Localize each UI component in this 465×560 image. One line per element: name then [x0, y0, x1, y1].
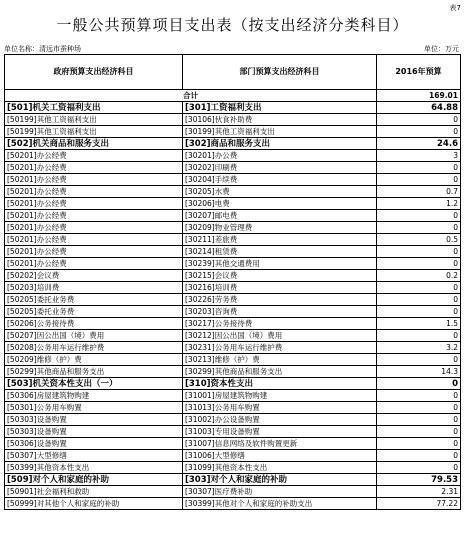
gov-subject-cell: [50205]委托业务费: [5, 294, 183, 306]
budget-value-cell: 79.53: [377, 474, 461, 486]
gov-subject-cell: [50201]办公经费: [5, 258, 183, 270]
budget-value-cell: 3.2: [377, 342, 461, 354]
header-budget-2016: 2016年预算: [377, 55, 461, 90]
budget-value-cell: 0: [377, 390, 461, 402]
budget-value-cell: 0: [377, 438, 461, 450]
gov-subject-cell: [50205]委托业务费: [5, 306, 183, 318]
dept-subject-cell: [30199]其他工资福利支出: [183, 126, 377, 138]
dept-subject-cell: [31001]房屋建筑物购建: [183, 390, 377, 402]
budget-value-cell: 0: [377, 462, 461, 474]
table-row: [5, 114, 461, 126]
gov-subject-cell: [50299]其他商品和服务支出: [5, 366, 183, 378]
category-row: [5, 102, 461, 114]
dept-subject-cell: [301]工资福利支出: [183, 102, 377, 114]
budget-value-cell: 2.31: [377, 486, 461, 498]
gov-subject-cell: [50901]社会福利和救助: [5, 486, 183, 498]
table-row: [5, 306, 461, 318]
header-row: [5, 55, 461, 90]
budget-value-cell: 0: [377, 126, 461, 138]
gov-subject-cell: [50206]公务接待费: [5, 318, 183, 330]
gov-subject-cell: [50307]大型修缮: [5, 450, 183, 462]
gov-subject-cell: [50201]办公经费: [5, 162, 183, 174]
gov-subject-cell: [50202]会议费: [5, 270, 183, 282]
dept-subject-cell: [30202]印刷费: [183, 162, 377, 174]
budget-value-cell: 0: [377, 330, 461, 342]
budget-value-cell: 0: [377, 282, 461, 294]
dept-subject-cell: [30204]手续费: [183, 174, 377, 186]
table-row: [5, 186, 461, 198]
budget-value-cell: 0.7: [377, 186, 461, 198]
budget-value-cell: 77.22: [377, 498, 461, 510]
budget-value-cell: 0: [377, 402, 461, 414]
dept-subject-cell: [30299]其他商品和服务支出: [183, 366, 377, 378]
dept-subject-cell: [31003]专用设备购置: [183, 426, 377, 438]
meta-line: [4, 44, 459, 54]
category-row: [5, 378, 461, 390]
table-row: [5, 210, 461, 222]
dept-subject-cell: [30211]差旅费: [183, 234, 377, 246]
gov-subject-cell: [50306]设备购置: [5, 438, 183, 450]
budget-value-cell: 0: [377, 450, 461, 462]
unit-name: 单位名称：清远市蚕种场: [4, 45, 81, 53]
budget-value-cell: 0: [377, 306, 461, 318]
gov-subject-cell: [50199]其他工资福利支出: [5, 114, 183, 126]
budget-value-cell: 0: [377, 246, 461, 258]
page-title: 一般公共预算项目支出表（按支出经济分类科目）: [56, 16, 409, 34]
gov-subject-cell: [50306]房屋建筑物购建: [5, 390, 183, 402]
dept-subject-cell: [30205]水费: [183, 186, 377, 198]
table-row: [5, 342, 461, 354]
dept-subject-cell: [30201]办公费: [183, 150, 377, 162]
table-row: [5, 462, 461, 474]
budget-value-cell: 64.88: [377, 102, 461, 114]
dept-subject-cell: [30217]公务接待费: [183, 318, 377, 330]
dept-subject-cell: [30399]其他对个人和家庭的补助支出: [183, 498, 377, 510]
dept-subject-cell: [30212]因公出国（境）费用: [183, 330, 377, 342]
gov-subject-cell: [50303]设备购置: [5, 426, 183, 438]
category-row: [5, 474, 461, 486]
table-row: [5, 318, 461, 330]
table-row: [5, 402, 461, 414]
dept-subject-cell: [30206]电费: [183, 198, 377, 210]
budget-value-cell: 1.2: [377, 198, 461, 210]
budget-value-cell: 0: [377, 426, 461, 438]
dept-subject-cell: [30213]维修（护）费: [183, 354, 377, 366]
dept-subject-cell: [30231]公务用车运行维护费: [183, 342, 377, 354]
table-row: [5, 258, 461, 270]
gov-subject-cell: [50209]维修（护）费: [5, 354, 183, 366]
table-row: [5, 426, 461, 438]
budget-value-cell: 14.3: [377, 366, 461, 378]
gov-subject-cell: [50199]其他工资福利支出: [5, 126, 183, 138]
gov-subject-cell: [50207]因公出国（境）费用: [5, 330, 183, 342]
table-row: [5, 162, 461, 174]
dept-subject-cell: [303]对个人和家庭的补助: [183, 474, 377, 486]
budget-value-cell: 0: [377, 114, 461, 126]
dept-subject-cell: [310]资本性支出: [183, 378, 377, 390]
gov-subject-cell: [501]机关工资福利支出: [5, 102, 183, 114]
total-label: 合计: [5, 90, 377, 102]
dept-subject-cell: [31002]办公设备购置: [183, 414, 377, 426]
budget-value-cell: 0.2: [377, 270, 461, 282]
unit-label: 单位：万元: [424, 45, 459, 53]
dept-subject-cell: [30207]邮电费: [183, 210, 377, 222]
gov-subject-cell: [50201]办公经费: [5, 210, 183, 222]
header-dept-subject: 部门预算支出经济科目: [183, 55, 377, 90]
table-number: 表7: [449, 4, 461, 12]
dept-subject-cell: [30239]其他交通费用: [183, 258, 377, 270]
header-gov-subject: 政府预算支出经济科目: [5, 55, 183, 90]
dept-subject-cell: [30203]咨询费: [183, 306, 377, 318]
table-row: [5, 294, 461, 306]
table-row: [5, 270, 461, 282]
table-row: [5, 450, 461, 462]
table-row: [5, 330, 461, 342]
dept-subject-cell: [30216]培训费: [183, 282, 377, 294]
gov-subject-cell: [502]机关商品和服务支出: [5, 138, 183, 150]
gov-subject-cell: [509]对个人和家庭的补助: [5, 474, 183, 486]
budget-value-cell: 0: [377, 258, 461, 270]
category-row: [5, 138, 461, 150]
dept-subject-cell: [30226]劳务费: [183, 294, 377, 306]
table-row: [5, 486, 461, 498]
table-row: [5, 390, 461, 402]
table-row: [5, 354, 461, 366]
gov-subject-cell: [503]机关资本性支出（一）: [5, 378, 183, 390]
gov-subject-cell: [50201]办公经费: [5, 234, 183, 246]
budget-value-cell: 3: [377, 150, 461, 162]
dept-subject-cell: [30307]医疗费补助: [183, 486, 377, 498]
budget-value-cell: 0: [377, 174, 461, 186]
dept-subject-cell: [31099]其他资本性支出: [183, 462, 377, 474]
dept-subject-cell: [30106]伙食补助费: [183, 114, 377, 126]
gov-subject-cell: [50301]公务用车购置: [5, 402, 183, 414]
table-body: [5, 90, 461, 510]
budget-value-cell: 0: [377, 414, 461, 426]
table-row: [5, 246, 461, 258]
dept-subject-cell: [30209]物业管理费: [183, 222, 377, 234]
dept-subject-cell: [31013]公务用车购置: [183, 402, 377, 414]
total-value: 169.01: [377, 90, 461, 102]
table-row: [5, 126, 461, 138]
budget-value-cell: 1.5: [377, 318, 461, 330]
gov-subject-cell: [50201]办公经费: [5, 198, 183, 210]
table-row: [5, 498, 461, 510]
gov-subject-cell: [50201]办公经费: [5, 222, 183, 234]
gov-subject-cell: [50201]办公经费: [5, 174, 183, 186]
gov-subject-cell: [50201]办公经费: [5, 150, 183, 162]
dept-subject-cell: [30214]租赁费: [183, 246, 377, 258]
budget-value-cell: 0: [377, 210, 461, 222]
budget-value-cell: 24.6: [377, 138, 461, 150]
gov-subject-cell: [50201]办公经费: [5, 186, 183, 198]
budget-value-cell: 0: [377, 378, 461, 390]
budget-value-cell: 0: [377, 222, 461, 234]
gov-subject-cell: [50303]设备购置: [5, 414, 183, 426]
table-row: [5, 366, 461, 378]
table-row: [5, 174, 461, 186]
table-row: [5, 150, 461, 162]
table-row: [5, 198, 461, 210]
table-row: [5, 438, 461, 450]
gov-subject-cell: [50203]培训费: [5, 282, 183, 294]
table-row: [5, 414, 461, 426]
budget-value-cell: 0.5: [377, 234, 461, 246]
dept-subject-cell: [302]商品和服务支出: [183, 138, 377, 150]
budget-table: [4, 54, 461, 510]
budget-value-cell: 0: [377, 162, 461, 174]
table-row: [5, 222, 461, 234]
table-row: [5, 234, 461, 246]
budget-value-cell: 0: [377, 354, 461, 366]
gov-subject-cell: [50399]其他资本性支出: [5, 462, 183, 474]
dept-subject-cell: [31007]信息网络及软件购置更新: [183, 438, 377, 450]
budget-value-cell: 0: [377, 294, 461, 306]
table-row: [5, 282, 461, 294]
dept-subject-cell: [30215]会议费: [183, 270, 377, 282]
gov-subject-cell: [50201]办公经费: [5, 246, 183, 258]
dept-subject-cell: [31006]大型修缮: [183, 450, 377, 462]
gov-subject-cell: [50208]公务用车运行维护费: [5, 342, 183, 354]
total-row: [5, 90, 461, 102]
gov-subject-cell: [50999]对其他个人和家庭的补助: [5, 498, 183, 510]
